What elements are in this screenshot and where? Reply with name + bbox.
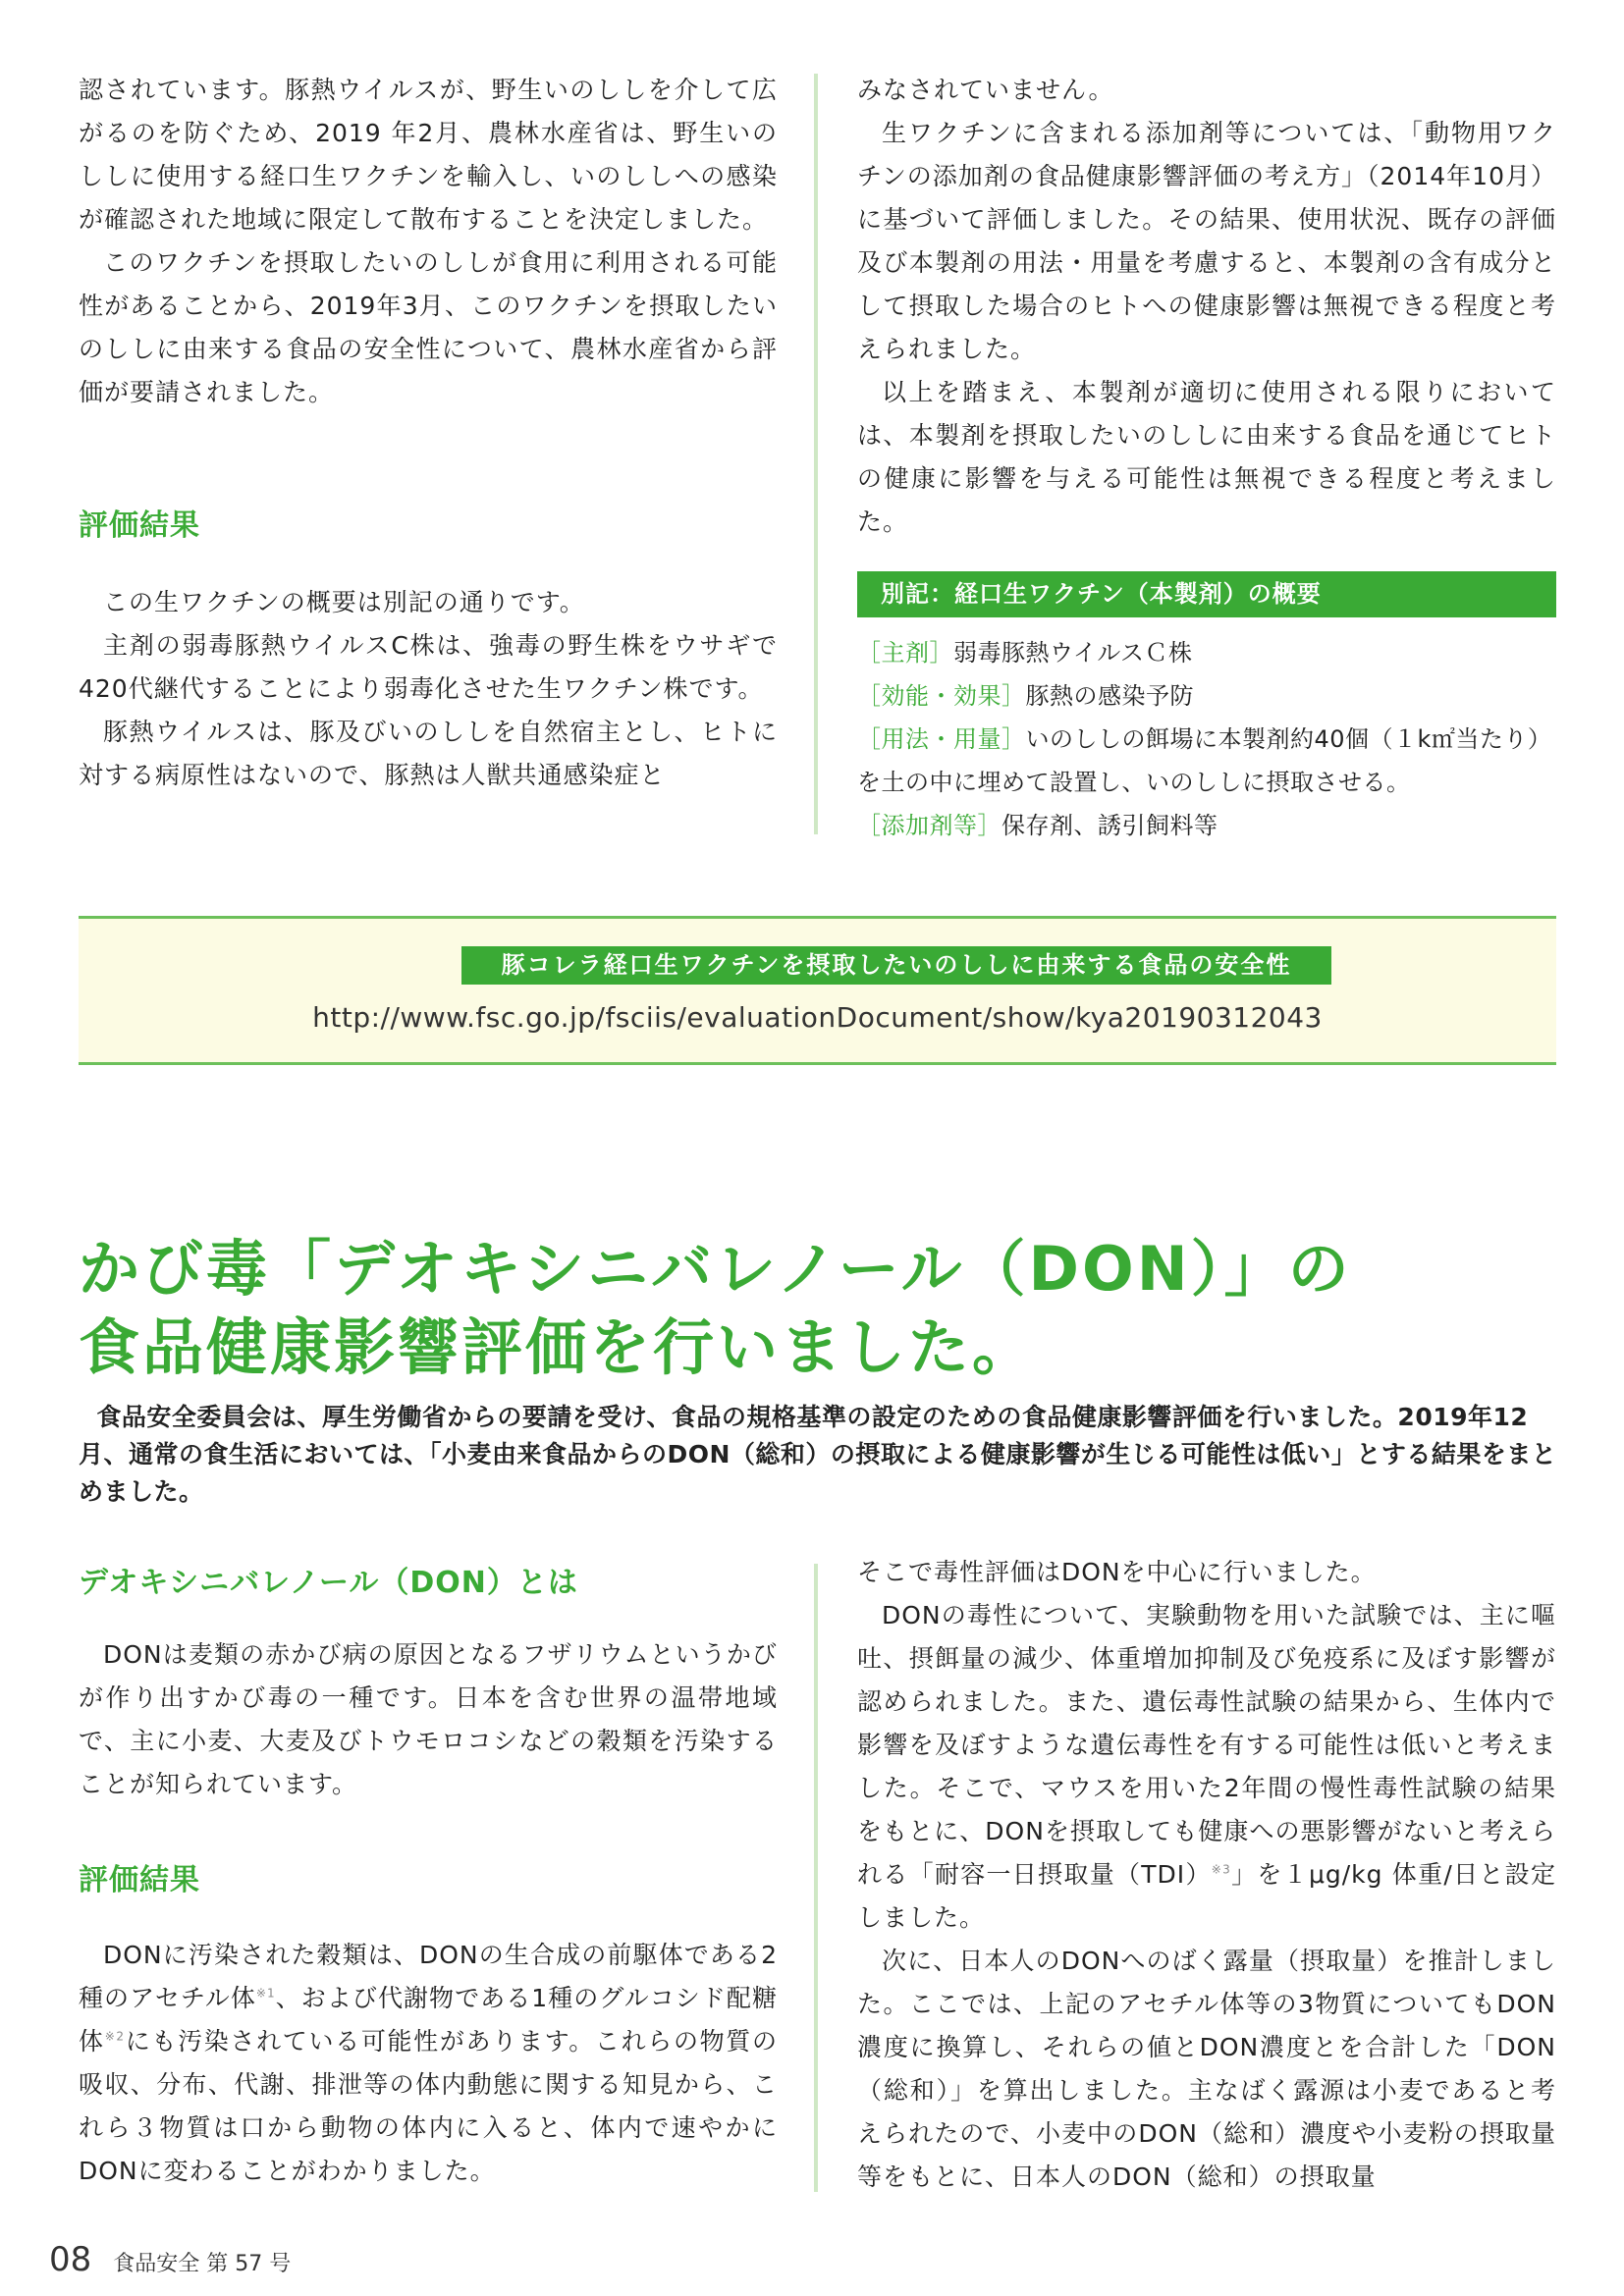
footnote-mark: ※3 <box>1211 1862 1231 1877</box>
body-paragraph: 次に、日本人のDONへのばく露量（摂取量）を推計しました。ここでは、上記のアセチル体等の3物質についてもDON濃度に換算し、それらの値とDON濃度とを合計した「DON（総和）」を算出しました。主なばく露源は小麦であると考えられたので、小麦中のDON（総和）濃度や小麦粉の摂取量等をもとに、日本人のDON（総和）の摂取量 <box>857 1947 1556 2191</box>
spec-key: ［用法・用量］ <box>857 725 1026 753</box>
section-heading-evaluation-2: 評価結果 <box>79 1863 200 1897</box>
body-paragraph <box>857 1594 1556 1940</box>
spec-key: ［主剤］ <box>857 639 953 667</box>
magazine-name: 食品安全 第 57 号 <box>113 2252 292 2276</box>
section-heading-evaluation: 評価結果 <box>79 508 200 543</box>
spec-value: いのししの餌場に本製剤約40個（１k㎡当たり）を土の中に埋めて設置し、いのししに摂取させる。 <box>857 725 1552 796</box>
text-run: DONに汚染された穀類は、DONの生合成の前駆体である2種のアセチル体 <box>79 1941 778 2012</box>
text-run: 、および代謝物である1種のグルコシド配糖体 <box>79 1984 778 2056</box>
article-right-column <box>857 1551 1556 2199</box>
top-left-column <box>79 69 778 414</box>
article-lead-text: 食品安全委員会は、厚生労働省からの要請を受け、食品の規格基準の設定のための食品健康影響評価を行いました。2019年12月、通常の食生活においては、「小麦由来食品からのDON（総和）の摂取による健康影響が生じる可能性は低い」とする結果をまとめました。 <box>79 1403 1557 1506</box>
article-left-column-lower <box>79 1934 778 2193</box>
body-paragraph: 認されています。豚熱ウイルスが、野生いのししを介して広がるのを防ぐため、2019 年2月、農林水産省は、野生いのししに使用する経口生ワクチンを輸入し、いのししへの感染が確認された地域に限定して散布することを決定しました。 <box>79 76 778 234</box>
column-divider <box>814 74 818 834</box>
reference-link-label: 豚コレラ経口生ワクチンを摂取したいのししに由来する食品の安全性 <box>461 946 1331 985</box>
spec-value: 豚熱の感染予防 <box>1025 682 1194 710</box>
text-run: 」を１μg/kg 体重/日と設定しました。 <box>857 1860 1556 1932</box>
body-paragraph: 主剤の弱毒豚熱ウイルスC株は、強毒の野生株をウサギで420代継代することにより弱毒化させた生ワクチン株です。 <box>79 631 778 703</box>
spec-row-main-agent <box>857 631 1556 674</box>
body-paragraph: 生ワクチンに含まれる添加剤等については、「動物用ワクチンの添加剤の食品健康影響評価の考え方」（2014年10月）に基づいて評価しました。その結果、使用状況、既存の評価及び本製剤の用法・用量を考慮すると、本製剤の含有成分として摂取した場合のヒトへの健康影響は無視できる程度と考えられました。 <box>857 119 1556 363</box>
body-paragraph: そこで毒性評価はDONを中心に行いました。 <box>857 1558 1377 1586</box>
spec-row-dosage <box>857 718 1556 804</box>
section-heading-don-about: デオキシニバレノール（DON）とは <box>79 1566 578 1600</box>
article-title-line1: かび毒「デオキシニバレノール（DON）」の <box>79 1233 1352 1305</box>
sidebox-title: 別記：経口生ワクチン（本製剤）の概要 <box>857 571 1556 617</box>
page-footer <box>49 2240 291 2279</box>
reference-link-url[interactable]: http://www.fsc.go.jp/fsciis/evaluationDocument/show/kya20190312043 <box>312 1001 1323 1034</box>
body-paragraph: DONは麦類の赤かび病の原因となるフザリウムというかびが作り出すかび毒の一種です。日本を含む世界の温帯地域で、主に小麦、大麦及びトウモロコシなどの穀類を汚染することが知られています。 <box>79 1640 778 1798</box>
footnote-mark: ※1 <box>255 1986 276 2001</box>
top-right-column <box>857 69 1556 544</box>
reference-link-box <box>79 916 1556 1065</box>
body-paragraph: このワクチンを摂取したいのししが食用に利用される可能性があることから、2019年3月、このワクチンを摂取したいのししに由来する食品の安全性について、農林水産省から評価が要請されました。 <box>79 248 778 406</box>
article-lead <box>79 1399 1561 1511</box>
spec-value: 弱毒豚熱ウイルスＣ株 <box>953 639 1193 667</box>
spec-key: ［添加剤等］ <box>857 812 1001 839</box>
spec-key: ［効能・効果］ <box>857 682 1026 710</box>
spec-value: 保存剤、誘引飼料等 <box>1001 812 1218 839</box>
page-number: 08 <box>49 2240 92 2279</box>
text-run: にも汚染されている可能性があります。これらの物質の吸収、分布、代謝、排泄等の体内動態に関する知見から、これら３物質は口から動物の体内に入ると、体内で速やかにDONに変わることがわかりました。 <box>79 2027 778 2185</box>
body-paragraph <box>79 1934 778 2193</box>
body-paragraph: 豚熱ウイルスは、豚及びいのししを自然宿主とし、ヒトに対する病原性はないので、豚熱は人獣共通感染症と <box>79 718 778 789</box>
top-left-column-lower <box>79 581 778 797</box>
body-paragraph: この生ワクチンの概要は別記の通りです。 <box>103 588 585 616</box>
body-paragraph: みなされていません。 <box>857 76 1114 104</box>
footnote-mark: ※2 <box>104 2029 126 2044</box>
spec-row-additives <box>857 804 1556 847</box>
text-run: DONの毒性について、実験動物を用いた試験では、主に嘔吐、摂餌量の減少、体重増加抑制及び免疫系に及ぼす影響が認められました。また、遺伝毒性試験の結果から、生体内で影響を及ぼすような遺伝毒性を有する可能性は低いと考えました。そこで、マウスを用いた2年間の慢性毒性試験の結果をもとに、DONを摂取しても健康への悪影響がないと考えられる「耐容一日摂取量（TDI） <box>857 1601 1556 1889</box>
article-title <box>79 1230 1551 1387</box>
article-title-line2: 食品健康影響評価を行いました。 <box>79 1311 1037 1383</box>
column-divider <box>814 1564 818 2192</box>
spec-row-efficacy <box>857 674 1556 718</box>
body-paragraph: 以上を踏まえ、本製剤が適切に使用される限りにおいては、本製剤を摂取したいのししに由来する食品を通じてヒトの健康に影響を与える可能性は無視できる程度と考えました。 <box>857 378 1556 536</box>
article-left-column <box>79 1633 778 1806</box>
